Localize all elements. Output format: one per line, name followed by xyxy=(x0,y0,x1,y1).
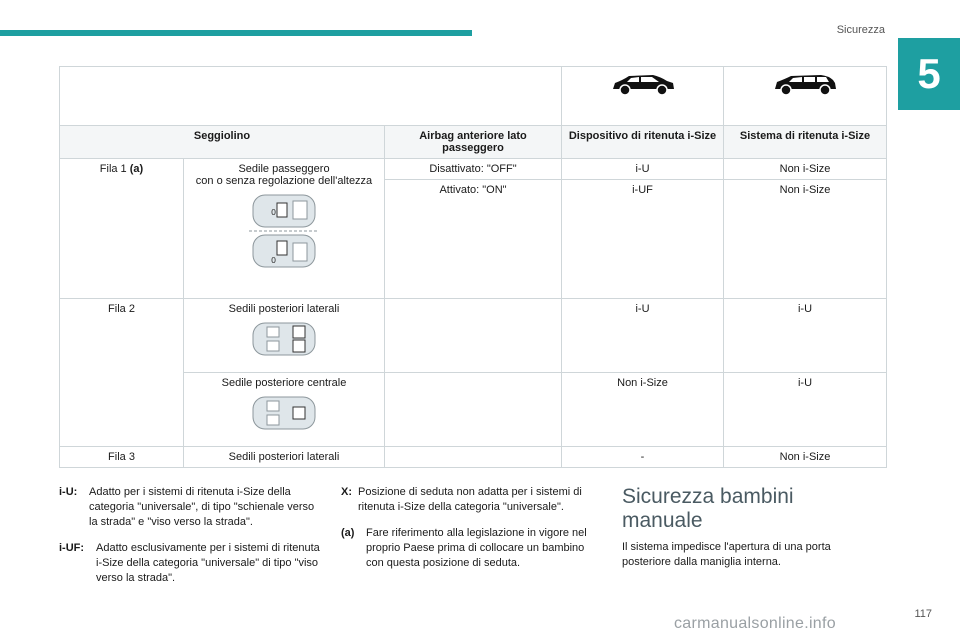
watermark: carmanualsonline.info xyxy=(674,615,836,632)
system-cell: Non i-Size xyxy=(724,180,887,299)
seat-description: Sedile posteriore centrale xyxy=(221,377,347,389)
device-cell: - xyxy=(562,447,724,468)
airbag-cell: Attivato: "ON" xyxy=(385,180,562,299)
system-cell: i-U xyxy=(724,299,887,373)
legend-iu xyxy=(59,485,324,530)
isize-seat-table xyxy=(59,66,887,468)
seat-cell xyxy=(184,159,385,299)
airbag-cell xyxy=(385,447,562,468)
svg-text:0: 0 xyxy=(271,256,277,265)
car-icon-cell xyxy=(562,67,724,126)
system-cell: i-U xyxy=(724,373,887,447)
car-icon-cell xyxy=(724,67,887,126)
legend-key: i-UF: xyxy=(59,542,85,554)
seat-cell xyxy=(184,299,385,373)
legend-text: Adatto per i sistemi di ritenuta i-Size della categoria "universale", di tipo "schienale verso la strada" e "viso verso la strada". xyxy=(89,486,315,528)
seat-description: Sedile passeggero con o senza regolazione dell'altezza xyxy=(195,163,373,187)
suv-side-icon xyxy=(771,71,839,97)
header-system: Sistema di ritenuta i-Size xyxy=(724,126,887,159)
table-row xyxy=(60,159,887,180)
suv-side-icon xyxy=(609,71,677,97)
rear-side-seats-diagram xyxy=(249,321,319,357)
header-airbag: Airbag anteriore lato passeggero xyxy=(385,126,562,159)
table-header-row xyxy=(60,126,887,159)
section-title: Sicurezza xyxy=(836,24,885,36)
section-heading: Sicurezza bambini manuale xyxy=(622,485,794,532)
legend-key: X: xyxy=(341,486,352,498)
legend-x xyxy=(341,485,603,515)
device-cell: i-UF xyxy=(562,180,724,299)
row-label: Fila 1 (a) xyxy=(60,159,184,299)
table-row xyxy=(60,373,887,447)
page-number: 117 xyxy=(914,608,932,620)
table-row xyxy=(60,447,887,468)
legend-text: Adatto esclusivamente per i sistemi di ritenuta i-Size della categoria "universale" di tipo "viso verso la strada". xyxy=(96,542,320,584)
legend-text: Posizione di seduta non adatta per i sistemi di ritenuta i-Size della categoria "universale". xyxy=(358,486,582,513)
row-label: Fila 3 xyxy=(60,447,184,468)
front-passenger-seat-diagram xyxy=(249,193,319,269)
rear-center-seat-diagram xyxy=(249,395,319,431)
airbag-cell: Disattivato: "OFF" xyxy=(385,159,562,180)
device-cell: Non i-Size xyxy=(562,373,724,447)
header-device: Dispositivo di ritenuta i-Size xyxy=(562,126,724,159)
legend-iuf xyxy=(59,541,324,586)
chapter-tab xyxy=(898,38,960,110)
section-body: Il sistema impedisce l'apertura di una porta posteriore dalla maniglia interna. xyxy=(622,541,831,568)
legend-key: i-U: xyxy=(59,486,78,498)
header-accent-bar xyxy=(0,30,472,36)
legend-key: (a) xyxy=(341,527,355,539)
legend-text: Fare riferimento alla legislazione in vigore nel proprio Paese prima di collocare un bambino con questa posizione di seduta. xyxy=(366,527,587,569)
airbag-cell xyxy=(385,299,562,373)
seat-cell xyxy=(184,373,385,447)
chapter-number: 5 xyxy=(917,50,941,97)
table-row xyxy=(60,299,887,373)
system-cell: Non i-Size xyxy=(724,159,887,180)
legend-a xyxy=(341,526,603,571)
car-icons-row xyxy=(60,67,887,126)
row-label: Fila 2 xyxy=(60,299,184,447)
header-seat: Seggiolino xyxy=(60,126,385,159)
system-cell: Non i-Size xyxy=(724,447,887,468)
device-cell: i-U xyxy=(562,159,724,180)
device-cell: i-U xyxy=(562,299,724,373)
seat-description: Sedili posteriori laterali xyxy=(228,303,340,315)
seat-description: Sedili posteriori laterali xyxy=(184,447,385,468)
svg-text:0: 0 xyxy=(271,208,277,217)
airbag-cell xyxy=(385,373,562,447)
